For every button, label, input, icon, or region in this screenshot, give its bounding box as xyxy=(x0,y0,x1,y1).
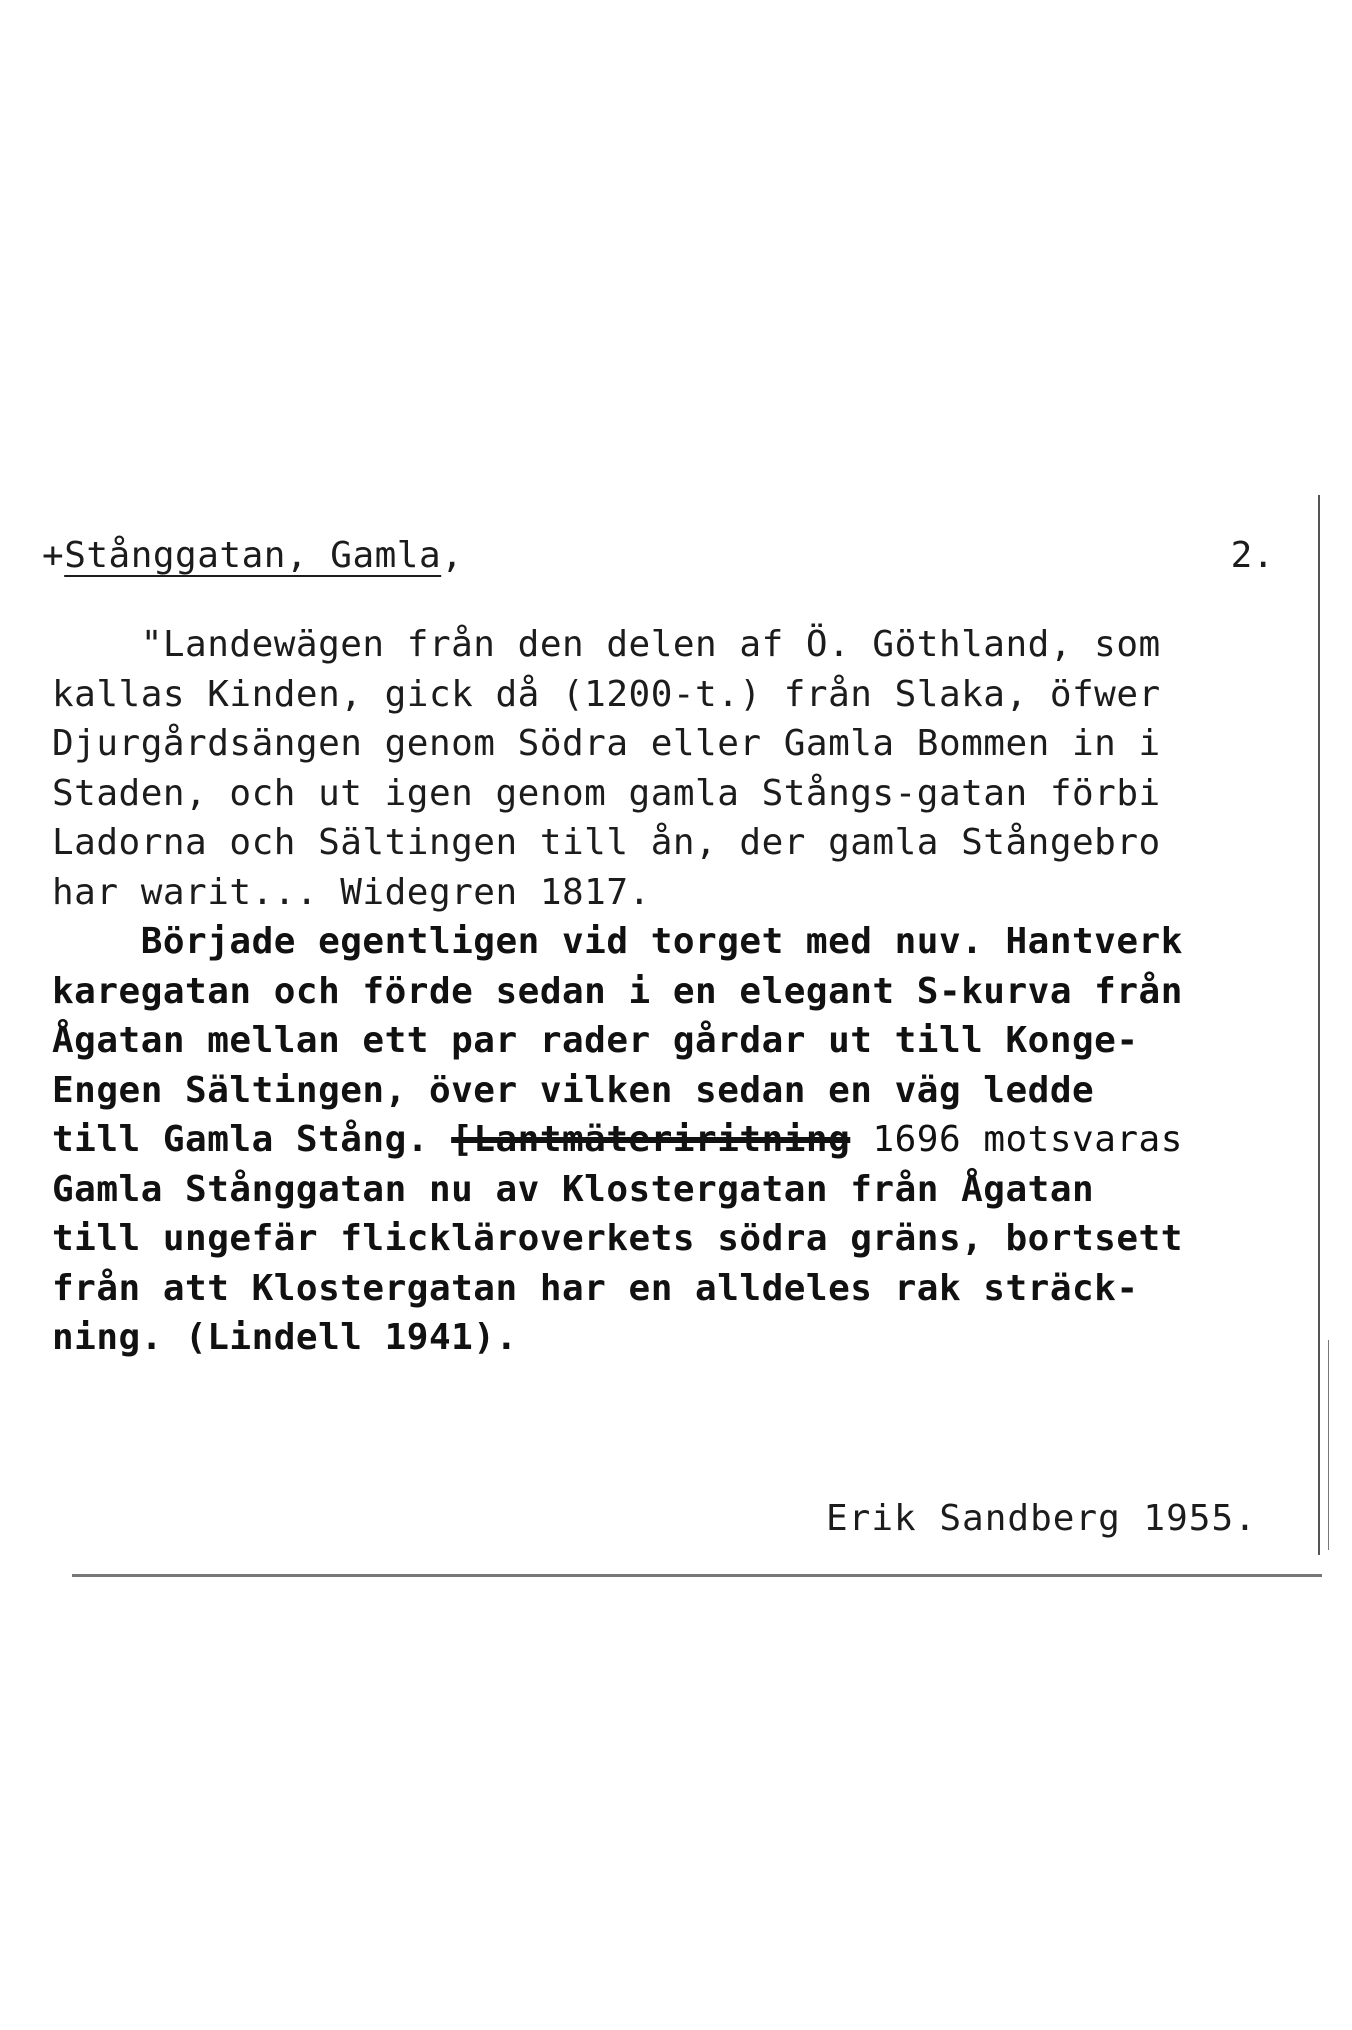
card-right-edge-inner xyxy=(1328,1340,1329,1550)
body-line: till ungefär flickläroverkets södra gräns, bortsett xyxy=(52,1218,1183,1259)
heading-title: Stånggatan, Gamla xyxy=(64,535,442,576)
body-line: från att Klostergatan har en alldeles rak sträck- xyxy=(52,1267,1139,1309)
quote-line: Ladorna och Sältingen till ån, der gamla Stångebro xyxy=(52,822,1161,863)
heading-suffix: , xyxy=(441,535,464,576)
strike-line-after: 1696 motsvaras xyxy=(850,1119,1183,1160)
card-body xyxy=(52,620,1302,1363)
quote-line: har warit... Widegren 1817. xyxy=(52,871,651,913)
strike-line-before: till Gamla Stång. xyxy=(52,1119,452,1160)
quote-line: "Landewägen från den delen af Ö. Göthland, som xyxy=(52,624,1161,665)
quote-line: Djurgårdsängen genom Södra eller Gamla Bommen in i xyxy=(52,723,1161,764)
card-heading xyxy=(42,535,463,576)
card-bottom-edge xyxy=(72,1574,1322,1577)
body-line: Gamla Stånggatan nu av Klostergatan från Ågatan xyxy=(52,1168,1095,1210)
body-line: karegatan och förde sedan i en elegant S-kurva från xyxy=(52,970,1183,1012)
quote-line: kallas Kinden, gick då (1200-t.) från Slaka, öfwer xyxy=(52,673,1161,715)
card-header xyxy=(42,535,1292,585)
body-line: Engen Sältingen, över vilken sedan en väg ledde xyxy=(52,1069,1095,1111)
body-line-with-strikeout xyxy=(52,1115,1302,1165)
quote-line: Staden, och ut igen genom gamla Stångs-gatan förbi xyxy=(52,772,1161,814)
heading-prefix: + xyxy=(42,535,65,576)
body-line: Började egentligen vid torget med nuv. Hantverk xyxy=(52,921,1183,962)
page-number: 2. xyxy=(1230,535,1274,576)
signature: Erik Sandberg 1955. xyxy=(826,1498,1257,1539)
body-line: ning. (Lindell 1941). xyxy=(52,1317,518,1358)
struck-out-text: [Lantmäteriritning xyxy=(451,1119,851,1160)
card-right-edge xyxy=(1318,495,1320,1555)
body-line: Ågatan mellan ett par rader gårdar ut till Konge- xyxy=(52,1020,1139,1061)
